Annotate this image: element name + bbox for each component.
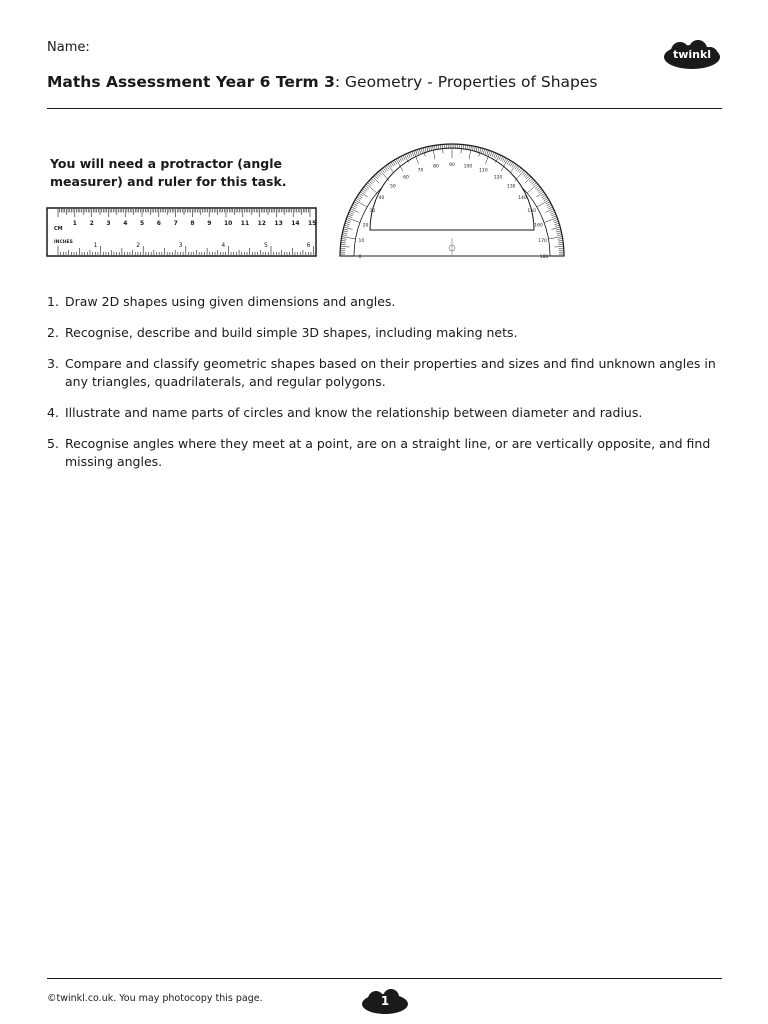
objectives-list — [47, 293, 719, 484]
protractor-label: 100 — [463, 164, 473, 170]
twinkl-logo — [662, 40, 722, 72]
protractor-label: 20 — [362, 223, 369, 229]
ruler-cm-label: 9 — [207, 220, 212, 227]
ruler-cm-unit: CM — [54, 226, 63, 232]
objective-text: Draw 2D shapes using given dimensions and angles. — [65, 294, 396, 309]
ruler-cm-label: 5 — [140, 220, 145, 227]
protractor-label: 180 — [539, 255, 549, 260]
protractor-label: 40 — [378, 195, 385, 201]
page-number: 1 — [380, 994, 390, 1008]
ruler-cm-label: 6 — [156, 220, 161, 227]
protractor-image — [336, 140, 568, 260]
objective-item — [47, 355, 719, 391]
protractor-label: 90 — [449, 163, 455, 168]
ruler-cm-label: 1 — [72, 220, 77, 227]
ruler-inch-label: 3 — [178, 242, 183, 249]
objective-item — [47, 404, 719, 422]
protractor-label: 150 — [527, 209, 536, 214]
protractor-label: 60 — [403, 175, 409, 181]
ruler-inch-label: 1 — [93, 242, 98, 249]
footer-copyright: ©twinkl.co.uk. You may photocopy this page. — [47, 993, 263, 1004]
ruler-cm-label: 15 — [308, 220, 317, 227]
ruler-cm-label: 4 — [123, 220, 128, 227]
ruler-cm-label: 13 — [274, 220, 283, 227]
title-bold: Maths Assessment Year 6 Term 3 — [47, 73, 335, 91]
protractor-label: 0 — [358, 255, 362, 260]
objective-number: 3. — [47, 356, 59, 371]
ruler-cm-label: 8 — [190, 220, 195, 227]
ruler-cm-label: 12 — [257, 220, 266, 227]
protractor-label: 30 — [369, 209, 376, 214]
protractor-label: 140 — [518, 195, 527, 201]
objective-number: 1. — [47, 294, 59, 309]
header-divider — [47, 108, 722, 109]
objective-item — [47, 435, 719, 471]
protractor-label: 80 — [433, 164, 439, 170]
ruler-cm-label: 14 — [291, 220, 300, 227]
footer-divider — [47, 978, 722, 979]
objective-item — [47, 324, 719, 342]
objective-number: 5. — [47, 436, 59, 451]
objective-text: Illustrate and name parts of circles and know the relationship between diameter and radius. — [65, 405, 643, 420]
ruler-cm-label: 3 — [106, 220, 111, 227]
title-rest: : Geometry - Properties of Shapes — [334, 73, 598, 91]
protractor-label: 70 — [417, 168, 424, 174]
objective-text: Compare and classify geometric shapes based on their properties and sizes and find unknown angles in any triangles, quadrilaterals, and regular polygons. — [65, 356, 716, 389]
logo-text: twinkl — [672, 48, 712, 61]
objective-number: 4. — [47, 405, 59, 420]
protractor-label: 50 — [389, 184, 396, 190]
ruler-inch-label: 2 — [136, 242, 141, 249]
ruler-inch-label: 6 — [306, 242, 311, 249]
ruler-cm-label: 11 — [240, 220, 250, 227]
protractor-label: 160 — [534, 223, 543, 229]
name-label: Name: — [47, 40, 90, 55]
page-number-badge — [360, 988, 410, 1016]
objective-number: 2. — [47, 325, 59, 340]
ruler-inch-label: 5 — [264, 242, 268, 249]
protractor-label: 120 — [493, 175, 503, 181]
protractor-label: 130 — [506, 184, 516, 190]
ruler-inch-label: 4 — [221, 242, 226, 249]
page-title — [47, 73, 598, 91]
equipment-note: You will need a protractor (angle measurer) and ruler for this task. — [50, 156, 287, 189]
objective-text: Recognise, describe and build simple 3D shapes, including making nets. — [65, 325, 518, 340]
objective-text: Recognise angles where they meet at a point, are on a straight line, or are vertically opposite, and find missing angles. — [65, 436, 711, 469]
protractor-label: 170 — [538, 239, 547, 245]
protractor-label: 110 — [479, 168, 488, 174]
ruler-image — [46, 206, 318, 258]
ruler-cm-label: 7 — [173, 220, 178, 227]
ruler-cm-label: 2 — [89, 220, 94, 227]
protractor-label: 10 — [358, 239, 365, 245]
objective-item — [47, 293, 719, 311]
ruler-cm-label: 10 — [224, 220, 233, 227]
ruler-inch-unit: INCHES — [54, 240, 73, 245]
